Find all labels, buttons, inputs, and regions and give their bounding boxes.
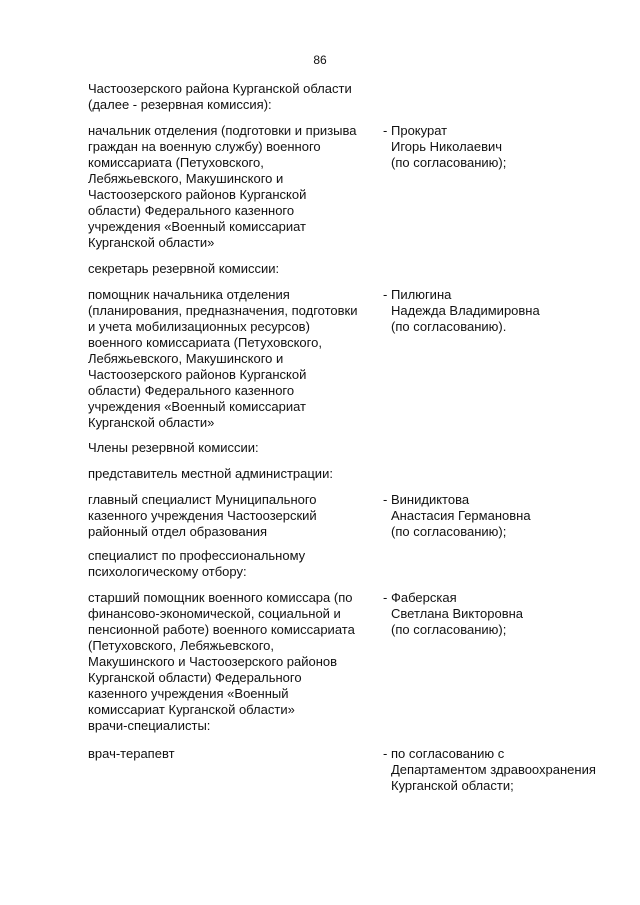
local-admin-person <box>391 492 621 540</box>
person-name: Анастасия Германовна <box>391 508 531 523</box>
position-line: пенсионной работе) военного комиссариата <box>88 622 355 637</box>
entry-dash: - <box>383 746 388 761</box>
page-number: 86 <box>313 53 327 67</box>
approval-note: (по согласованию). <box>391 319 507 334</box>
chairman-person <box>391 123 621 171</box>
position-line: районный отдел образования <box>88 524 268 539</box>
secretary-position <box>88 287 388 431</box>
position-line: и учета мобилизационных ресурсов) <box>88 319 310 334</box>
position-line: области) Федерального казенного <box>88 203 295 218</box>
approval-note: (по согласованию); <box>391 524 507 539</box>
heading-line: психологическому отбору: <box>88 564 247 579</box>
position-line: Частоозерского районов Курганской <box>88 367 307 382</box>
position-line: граждан на военную службу) военного <box>88 139 321 154</box>
position-line: Макушинского и Частоозерского районов <box>88 654 338 669</box>
psych-heading <box>88 548 388 580</box>
approval-note: (по согласованию); <box>391 622 507 637</box>
intro-line: (далее - резервная комиссия): <box>88 97 272 112</box>
position-line: военного комиссариата (Петуховского, <box>88 335 322 350</box>
position-line: казенного учреждения «Военный <box>88 686 289 701</box>
position-line: комиссариата (Петуховского, <box>88 155 264 170</box>
person-name: Прокурат <box>391 123 448 138</box>
position-line: начальник отделения (подготовки и призыва <box>88 123 357 138</box>
entry-dash: - <box>383 492 388 507</box>
psych-position <box>88 590 388 718</box>
position-line: Частоозерского районов Курганской <box>88 187 307 202</box>
position-line: (планирования, предназначения, подготовки <box>88 303 358 318</box>
psych-person <box>391 590 621 638</box>
position-line: комиссариат Курганской области» <box>88 702 295 717</box>
heading-line: специалист по профессиональному <box>88 548 306 563</box>
approval-note: Курганской области; <box>391 778 514 793</box>
person-name: Винидиктова <box>391 492 470 507</box>
doctors-heading: врачи-специалисты: <box>88 718 211 733</box>
entry-dash: - <box>383 287 388 302</box>
position-line: Лебяжьевского, Макушинского и <box>88 351 284 366</box>
person-name: Фаберская <box>391 590 457 605</box>
person-name: Надежда Владимировна <box>391 303 540 318</box>
position-line: учреждения «Военный комиссариат <box>88 219 307 234</box>
therapist-person <box>391 746 621 794</box>
secretary-person <box>391 287 621 335</box>
entry-dash: - <box>383 123 388 138</box>
position-line: старший помощник военного комиссара (по <box>88 590 353 605</box>
approval-note: Департаментом здравоохранения <box>391 762 596 777</box>
person-name: Пилюгина <box>391 287 452 302</box>
position-line: финансово-экономической, социальной и <box>88 606 341 621</box>
local-admin-heading: представитель местной администрации: <box>88 466 333 481</box>
position-line: области) Федерального казенного <box>88 383 295 398</box>
person-name: Светлана Викторовна <box>391 606 524 621</box>
chairman-position <box>88 123 388 251</box>
position-line: казенного учреждения Частоозерский <box>88 508 317 523</box>
position-line: Лебяжьевского, Макушинского и <box>88 171 284 186</box>
position-line: Курганской области) Федерального <box>88 670 302 685</box>
local-admin-position <box>88 492 388 540</box>
position-line: помощник начальника отделения <box>88 287 290 302</box>
person-name: Игорь Николаевич <box>391 139 503 154</box>
secretary-heading: секретарь резервной комиссии: <box>88 261 280 276</box>
approval-note: (по согласованию); <box>391 155 507 170</box>
position-line: Курганской области» <box>88 235 215 250</box>
position-line: (Петуховского, Лебяжьевского, <box>88 638 275 653</box>
position-line: учреждения «Военный комиссариат <box>88 399 307 414</box>
approval-note: по согласованию с <box>391 746 505 761</box>
therapist-position: врач-терапевт <box>88 746 175 761</box>
position-line: главный специалист Муниципального <box>88 492 317 507</box>
position-line: Курганской области» <box>88 415 215 430</box>
intro-text <box>88 81 388 113</box>
intro-line: Частоозерского района Курганской области <box>88 81 352 96</box>
members-heading: Члены резервной комиссии: <box>88 440 259 455</box>
entry-dash: - <box>383 590 388 605</box>
